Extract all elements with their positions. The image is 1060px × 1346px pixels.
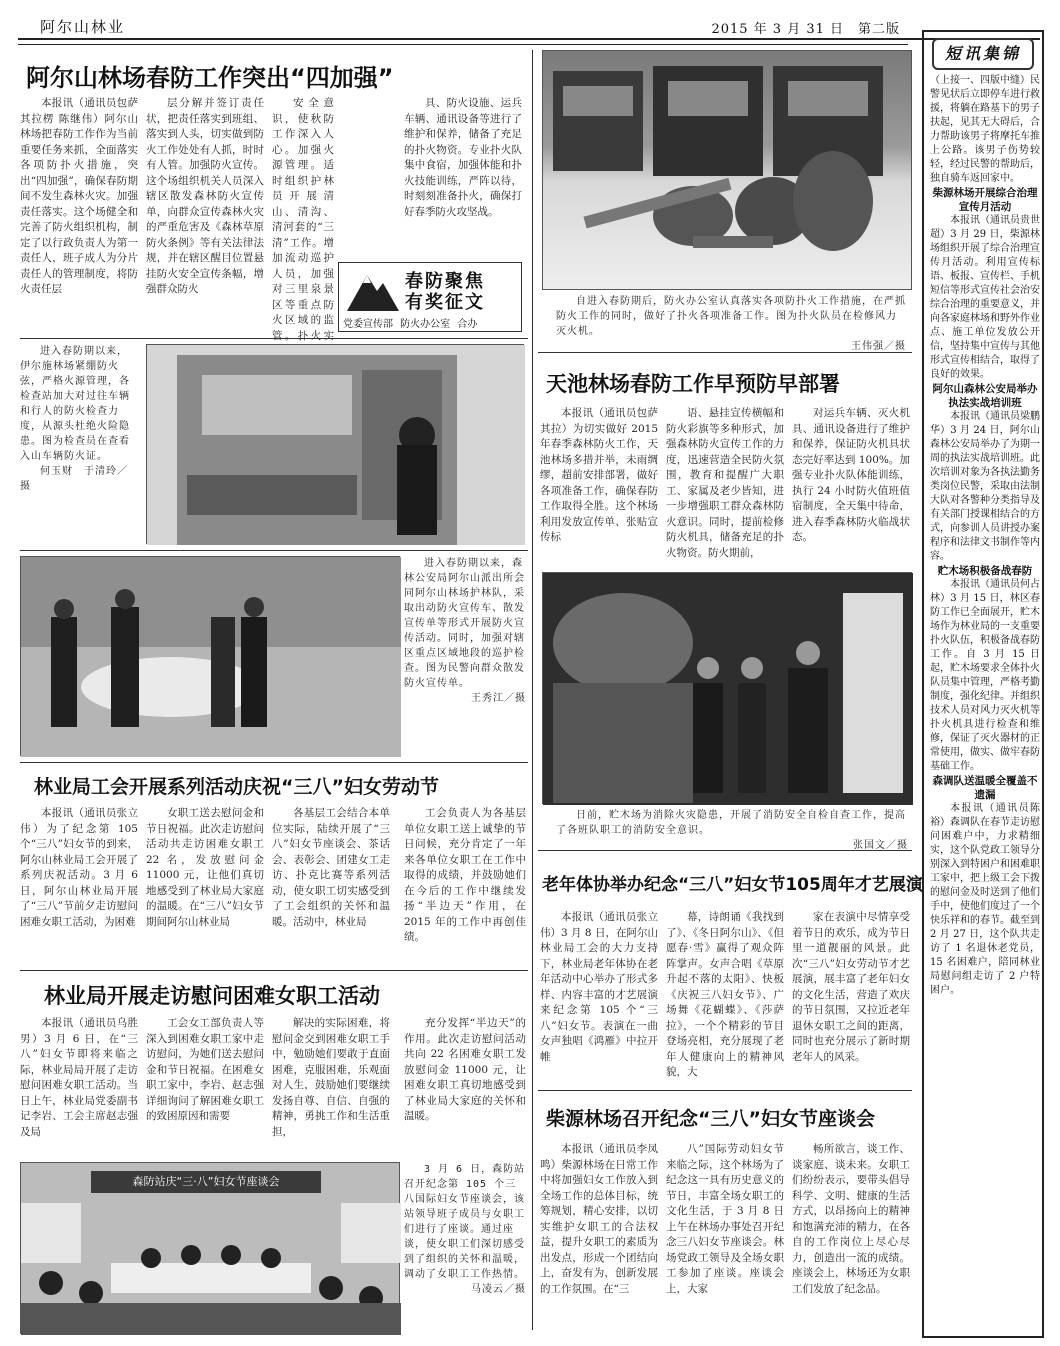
headline-elderly: 老年体协举办纪念“三八”妇女节105周年才艺展演 [542, 875, 923, 895]
photo-fire-equipment [542, 50, 912, 290]
photo-women-meeting [20, 1162, 400, 1334]
union-col1: 本报讯（通讯员张立伟）为了纪念第 105 个“三八”妇女节的到来，阿尔山林业局工会开展了系列庆祝活动。3 月 6 日，阿尔山林业局开展了“三八”节前夕走访慰问困难女职工活动，为困难 [20, 807, 138, 928]
tianchi-col2: 语、悬挂宣传横幅和防火彩旗等多种形式，加强森林防火宣传工作的力度，迅速营造全民防火氛围，教育和提醒广大职工、家属及老少皆知，进一步增强职工群众森林防火意识。同时，提前检修防火机具，储备充足的扑火物资。防火期前， [666, 407, 784, 559]
headline-union: 林业局工会开展系列活动庆祝“三八”妇女劳动节 [34, 776, 439, 798]
tianchi-col1: 本报讯（通讯员包萨其拉）为切实做好 2015 年春季森林防火工作，天池林场多措并举，未雨绸缪，超前安排部署，做好各项准备工作，确保春防工作取得全胜。这个林场利用发放宣传单、张贴宣传标 [540, 407, 658, 543]
chaiyuan-col3: 畅所欲言，谈工作、谈家庭、谈未来。女职工们纷纷表示，要带头倡导科学、文明、健康的生活方式，以昂扬向上的精神和饱满充沛的精力，在各自的工作岗位上尽心尽力，创造出一流的成绩。座谈会上，林场还为女职工们发放了纪念品。 [792, 1143, 910, 1295]
divider [20, 762, 528, 763]
visit-col2: 工会女工部负责人等深入到困难女职工家中走访慰问，为她们送去慰问金和节日祝福。在困难女职工家中，李岩、赵志强详细询问了解困难女职工的致困原因和需要 [146, 1017, 264, 1122]
union-col4: 工会负责人为各基层单位女职工送上诚挚的节日问候，充分肯定了一年来各单位女职工在工作中取得的成绩，并鼓励她们在今后的工作中继续发扬“半边天”作用，在 2015 年的工作中再创佳绩。 [404, 807, 526, 943]
badge-line2: 有奖征文 [405, 292, 485, 313]
headline-four-strengths: 阿尔山林场春防工作突出“四加强” [26, 64, 394, 92]
photo-truck-inspection [146, 344, 524, 544]
caption-police: 进入春防期以来，森林公安局阿尔山派出所会同阿尔山林场护林队，采取出动防火宣传车、散发宣传单等形式开展防火宣传活动。同时，加强对辖区重点区域地段的巡护检查。图为民警向群众散发防火宣传单。 王秀江／摄 [404, 558, 526, 704]
article1-col3: 安全意识，使秋防工作深入人心。加强火源管理。适时组织护林员开展清山、清沟、清河套的“三清”工作。增加流动巡护人员，加强对三里泉景区等重点防火区域的监管。扑火实 [272, 97, 334, 342]
sidebar-body: （上接一、四版中缝）民警见状后立即停车进行救援，将躺在路基下的男子扶起，见其无大碍后，合力帮助该男子将摩托车推上公路。该男子伤势较轻，经过民警的帮助后，独自骑车返回家中。 柴源林场开展综合治理宣传月活动 本报讯（通讯员贵世超）3 月 29 日，柴源林场组织开展了综合治理宣传月活动。利用宣传标语、板报、宣传栏、手机短信等形式宣传社会治安综合治理的重要意义，并向各家庭林场和野外作业点、施工单位发放公开信，坚持集中宣传与其他形式宣传相结合，取得了良好的效果。 阿尔山森林公安局举办执法实战培训班 本报讯（通讯员梁鹏华）3 月 24 日，阿尔山森林公安局举办了为期一周的执法实战培训班。此次培训对象为各执法勤务类岗位民警，采取由法制大队对各警种分类指导及有关部门授课相结合的方式，向参训人员讲授办案程序和法律文书制作等内容。 贮木场积极备战春防 本报讯（通讯员何占林）3 月 15 日，林区春防工作已全面展开，贮木场作为林业局的一支重要扑火队伍，积极备战春防工作。自 3 月 15 日起，贮木场要求全体扑火队员集中管理，严格考勤制度，强化纪律。并组织技术人员对风力灭火机等扑火机具进行检查和维修，保证了灭火器材的正常使用，做实、做牢春防基础工作。 森调队送温暖全覆盖不遗漏 本报讯（通讯员陈裕）森调队在春节走访慰问困难户中，力求精细实，这个队党政工领导分别深入到特困户和困难职工家中，把上级工会下拨的慰问金及时送到了他们手中，使他们度过了一个快乐祥和的春节。截至到 2 月 27 日，这个队共走访了 1 名退休老党员，15 名困难户，陪同林业局慰问组走访了 2 户特困户。 [930, 75, 1040, 996]
caption-truck: 进入春防期以来，伊尔施林场紧绷防火弦，严格火源管理，各检查站加大对过往车辆和行人的防火检查力度，从源头杜绝火险隐患。图为检查员在查看入山车辆防火证。 何玉财 于清玲／摄 [20, 346, 130, 492]
badge-line1: 春防聚焦 [405, 271, 485, 292]
divider [538, 352, 912, 353]
headline-tianchi: 天池林场春防工作早预防早部署 [546, 372, 840, 396]
photo-police-promo [20, 556, 400, 756]
chaiyuan-col1: 本报讯（通讯员李凤鸣）柴源林场在日常工作中将加强妇女工作放入到全场工作的总体目标，统筹规划，精心安排，以切实维护女职工的合法权益，提升女职工的素质为出发点，形成一个团结向上，奋发有为，创新发展的工作氛围。在“三 [540, 1143, 658, 1295]
caption-fire-equipment: 自进入春防期后，防火办公室认真落实各项防扑火工作措施，在严抓防火工作的同时，做好了扑火各项准备工作。图为扑火队员在检修风力灭火机。 王伟强／摄 [556, 296, 906, 352]
union-col2: 女职工送去慰问金和节日祝福。此次走访慰问活动共走访困难女职工 22 名，发放慰问金 11000 元，让他们真切地感受到了林业局大家庭的温暖。在“三八”妇女节期间阿尔山林业局 [146, 807, 264, 928]
meeting-banner: 森防站庆“三·八”妇女节座谈会 [91, 1171, 321, 1193]
divider [538, 850, 912, 851]
caption-women-meeting: 3 月 6 日，森防站召开纪念第 105 个三八国际妇女节座谈会，该站领导班子成员与女职工们进行了座谈。通过座谈，使女职工们深切感受到了组织的关怀和温暖，调动了女职工工作热情。 马凌云／摄 [404, 1164, 526, 1295]
union-col3: 各基层工会结合本单位实际，陆续开展了“三八”妇女节座谈会、茶话会、表彰会、团建女工走访、扑克比赛等系列活动，使女职工切实感受到了工会组织的关怀和温暖。活动中，林业局 [272, 807, 390, 928]
divider [20, 550, 528, 551]
headline-chaiyuan: 柴源林场召开纪念“三八”妇女节座谈会 [546, 1108, 875, 1130]
paper-name: 阿尔山林业 [40, 18, 126, 36]
masthead-divider [18, 44, 908, 45]
column-divider [532, 50, 533, 1330]
news-briefs-sidebar [922, 30, 1044, 1338]
headline-visit: 林业局开展走访慰问困难女职工活动 [44, 984, 380, 1008]
mountain-icon [345, 269, 401, 313]
elderly-col1: 本报讯（通讯员张立伟）3 月 8 日，在阿尔山林业局工会的大力支持下，林业局老年体协在老年活动中心举办了形式多样、内容丰富的才艺展演来纪念第 105 个“三八”妇女节。表演在一曲女声独唱《鸿雁》中拉开帷 [540, 911, 658, 1063]
essay-contest-badge [338, 262, 522, 332]
divider [20, 970, 528, 971]
article1-col1: 本报讯（通讯员包萨其拉楞 陈继伟）阿尔山林场把春防工作作为当前重要任务来抓，全面落实各项防扑火措施，突出“四加强”，确保春防期间不发生森林火灾。加强责任落实。这个场健全和完善了防火组织机构，制定了以行政负责人为第一责任人，班子成人为分片责任人的管理制度，将防火责任层 [20, 97, 138, 295]
sidebar-title: 短讯集锦 [932, 38, 1034, 70]
article1-col2: 层分解并签订责任状，把责任落实到班组、落实到人头，切实做到防火工作处处有人抓，时时有人管。加强防火宣传。这个场组织机关人员深入辖区散发森林防火宣传单，向群众宣传森林火灾的严重危害及《森林草原防火条例》等有关法律法规，并在辖区醒目位置悬挂防火安全宣传条幅，增强群众防火 [146, 97, 264, 295]
visit-col4: 充分发挥“半边天”的作用。此次走访慰问活动共向 22 名困难女职工发放慰问金 11000 元，让困难女职工真切地感受到了林业局大家庭的关怀和温暖。 [404, 1017, 526, 1122]
elderly-col3: 家在表演中尽情享受着节日的欢乐，成为节日里一道靓丽的风景。此次“三八”妇女劳动节才艺展演，展丰富了老年妇女的文化生活，营造了欢庆的节日氛围，又拉近老年退休女职工之间的距离，同时也充分展示了新时期老年人的风采。 [792, 911, 910, 1063]
badge-sponsors: 党委宣传部 防火办公室 合办 [343, 319, 478, 330]
article1-col4: 具、防火设施、运兵车辆、通讯设备等进行了维护和保养，储备了充足的扑火物资。专业扑火队集中食宿，加强体能和扑火技能训练，严阵以待，时刻刻准备扑火，确保打好春季防火攻坚战。 [404, 97, 522, 218]
issue-date: 2015 年 3 月 31 日 第二版 [711, 22, 900, 37]
visit-col3: 解决的实际困难，将慰问金交到困难女职工手中，勉励她们要敢于直面困难，克服困难，乐观面对人生，鼓励她们要继续发扬自尊、自信、自强的精神，勇挑工作和生活重担， [272, 1017, 390, 1138]
chaiyuan-col2: 八”国际劳动妇女节来临之际，这个林场为了纪念这一具有历史意义的节日，丰富全场女职工的文化生活，于 3 月 8 日上午在林场办事处召开纪念三八妇女节座谈会。林场党政工领导及全场女职工参加了座谈。座谈会上，大家 [666, 1143, 784, 1295]
photo-fire-safety [542, 572, 912, 804]
caption-fire-safety: 日前，贮木场为消除火灾隐患，开展了消防安全自检自查工作，提高了各班队职工的消防安全意识。 张国文／摄 [556, 810, 908, 851]
tianchi-col3: 对运兵车辆、灭火机具、通讯设备进行了维护和保养，保证防火机具状态完好率达到 100%。加强专业扑火队体能训练，执行 24 小时防火值班值宿制度，全天集中待命，进入春季森林防火临战状态。 [792, 407, 910, 543]
visit-col1: 本报讯（通讯员乌胜男）3 月 6 日，在“三八”妇女节即将来临之际，林业局局开展了走访慰问困难女职工活动。当日上午，林业局党委副书记李岩、工会主席赵志强及局 [20, 1017, 138, 1138]
masthead [18, 10, 1040, 40]
divider [538, 1090, 912, 1091]
divider [20, 338, 528, 339]
elderly-col2: 幕，诗朗诵《我找到了》、《冬日阿尔山》、《但愿春·雪》赢得了观众阵阵掌声。女声合唱《草原升起不落的太阳》、快板《庆祝三八妇女节》、广场舞《花蝴蝶》、《莎萨拉》，一个个精彩的节目登场亮相，充分展现了老年人健康向上的精神风貌，大 [666, 911, 784, 1078]
